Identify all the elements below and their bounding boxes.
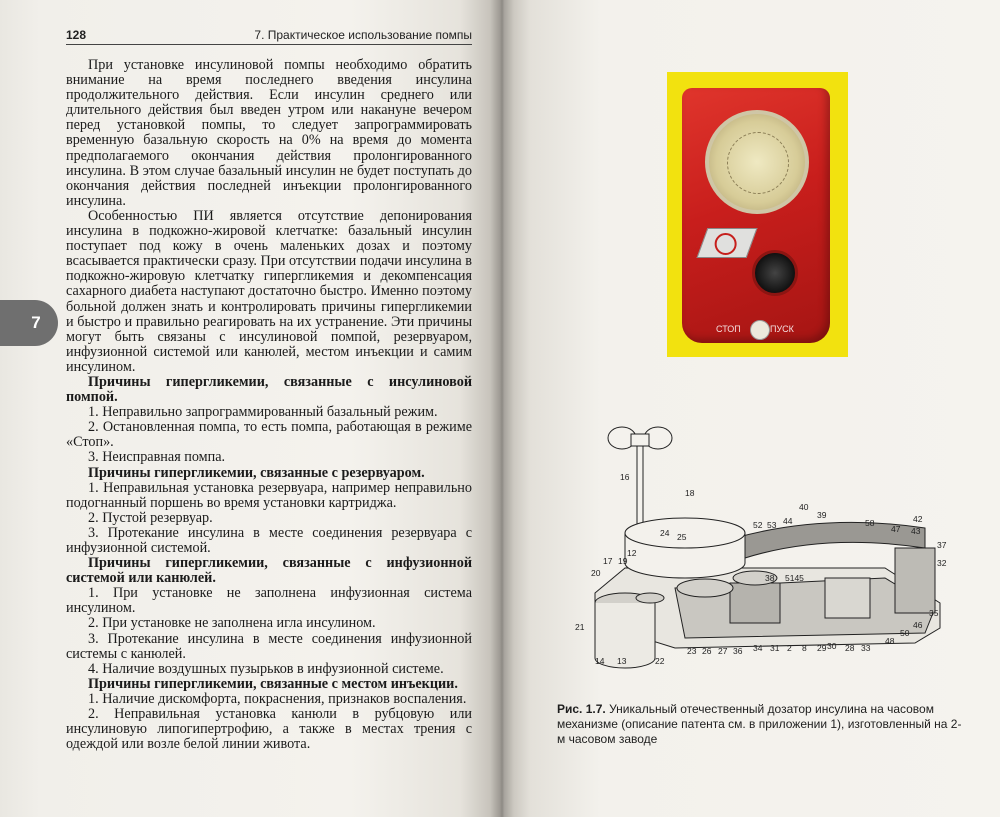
page-number: 128 (66, 28, 87, 42)
paragraph: 3. Протекание инсулина в месте соединения инфузионной системы с канюлей. (66, 630, 472, 662)
figure-caption (557, 702, 969, 747)
callout-label: 22 (655, 656, 665, 666)
start-label: ПУСК (770, 324, 794, 334)
callout-label: 23 (687, 646, 697, 656)
callout-label: 8 (802, 643, 807, 653)
paragraph: 1. Наличие дискомфорта, покраснения, признаков воспаления. (88, 690, 467, 707)
callout-label: 17 (603, 556, 613, 566)
paragraph: При установке инсулиновой помпы необходимо обратить внимание на время последнего введения инсулина продолжительного действия. Если инсулин среднего или длительного действия был введен утром или накануне вечером перед установкой помпы, то следует запрограммировать временную базальную скорость на 0% на время до момента предполагаемого окончания действия пролонгированного инсулина. В этом случае базальный инсулин не будет поступать до окончания действия последней инъекции пролонгированного инсулина. (66, 57, 472, 209)
callout-label: 48 (885, 636, 895, 646)
callout-label: 40 (799, 502, 809, 512)
paragraph: 2. Остановленная помпа, то есть помпа, работающая в режиме «Стоп». (66, 419, 472, 451)
paragraph: 1. Неправильная установка резервуара, например неправильно подогнанный поршень во время установки картриджа. (66, 479, 472, 511)
callout-label: 43 (911, 526, 921, 536)
paragraph: 3. Неисправная помпа. (88, 449, 226, 466)
paragraph: 3. Протекание инсулина в месте соединения резервуара с инфузионной системой. (66, 524, 472, 556)
callout-label: 38 (765, 573, 775, 583)
section-heading: Причины гипергликемии, связанные с местом инъекции. (88, 675, 458, 692)
callout-label: 35 (929, 608, 939, 618)
callout-label: 26 (702, 646, 712, 656)
paragraph: 2. При установке не заполнена игла инсулином. (88, 615, 376, 632)
paragraph: 1. При установке не заполнена инфузионная система инсулином. (66, 585, 472, 617)
callout-label: 46 (913, 620, 923, 630)
knob-icon (752, 250, 798, 296)
callout-label: 52 (753, 520, 763, 530)
callout-label: 27 (718, 646, 728, 656)
insulin-dispenser-photo (667, 72, 848, 357)
body-text (66, 58, 472, 752)
callout-label: 18 (685, 488, 695, 498)
callout-label: 25 (677, 532, 687, 542)
callout-label: 39 (817, 510, 827, 520)
paragraph: 4. Наличие воздушных пузырьков в инфузионной системе. (88, 660, 444, 677)
paragraph: 2. Пустой резервуар. (88, 509, 213, 526)
callout-label: 47 (891, 524, 901, 534)
callout-label: 32 (937, 558, 947, 568)
callout-label: 28 (845, 643, 855, 653)
callout-label: 19 (618, 556, 628, 566)
callout-label: 16 (620, 472, 630, 482)
callout-label: 12 (627, 548, 637, 558)
callout-label: 24 (660, 528, 670, 538)
chapter-title: 7. Практическое использование помпы (254, 28, 472, 42)
callout-label: 14 (595, 656, 605, 666)
callout-label: 21 (575, 622, 585, 632)
callout-label: 33 (861, 643, 871, 653)
callout-label: 20 (591, 568, 601, 578)
callout-label: 5145 (785, 573, 804, 583)
caption-label: Рис. 1.7. (557, 702, 606, 716)
callout-label: 30 (827, 641, 837, 651)
section-heading: Причины гипергликемии, связанные с инсулиновой помпой. (66, 373, 472, 406)
dial-icon (705, 110, 809, 214)
paragraph: 1. Неправильно запрограммированный базальный режим. (88, 404, 438, 421)
section-heading: Причины гипергликемии, связанные с инфузионной системой или канюлей. (66, 555, 472, 587)
chapter-thumb-tab: 7 (0, 300, 58, 346)
caption-text: Уникальный отечественный дозатор инсулина на часовом механизме (описание патента см. в приложении 1), изготовленный на 2-м часовом заводе (557, 702, 962, 746)
paragraph: 2. Неправильная установка канюли в рубцовую или инсулиновую липогипертрофию, а также в местах трения с одеждой или возле белой линии живота. (66, 706, 472, 753)
callout-label: 2 (787, 643, 792, 653)
mechanism-cutaway-diagram (555, 418, 965, 680)
spring-drum (625, 518, 745, 578)
book-gutter (490, 0, 514, 817)
callout-label: 50 (900, 628, 910, 638)
factory-emblem-icon (697, 228, 758, 258)
callout-label: 31 (770, 643, 780, 653)
running-head (66, 26, 472, 45)
dispenser-body (682, 88, 830, 343)
section-heading: Причины гипергликемии, связанные с резервуаром. (88, 464, 425, 481)
paragraph: Особенностью ПИ является отсутствие депонирования инсулина в подкожно-жировой клетчатке: базальный инсулин поступает под кожу в очень маленьких дозах и поэтому всасывается практически сразу. При отсутствии подачи инсулина в подкожно-жировую клетчатку гипергликемия и декомпенсация сахарного диабета наступают достаточно быстро. Именно поэтому больной должен знать и контролировать причины гипергликемии и быстро и правильно реагировать на их устранение. Эти причины могут быть связаны с инсулиновой помпой, резервуаром, инфузионной системой или канюлей, местом инъекции и самим инсулином. (66, 207, 472, 375)
callout-label: 42 (913, 514, 923, 524)
callout-label: 13 (617, 656, 627, 666)
callout-label: 44 (783, 516, 793, 526)
callout-label: 37 (937, 540, 947, 550)
switch-button-icon (750, 320, 770, 340)
callout-label: 36 (733, 646, 743, 656)
stop-label: СТОП (716, 324, 741, 334)
callout-label: 53 (767, 520, 777, 530)
callout-label: 58 (865, 518, 875, 528)
callout-label: 29 (817, 643, 827, 653)
callout-label: 34 (753, 643, 763, 653)
